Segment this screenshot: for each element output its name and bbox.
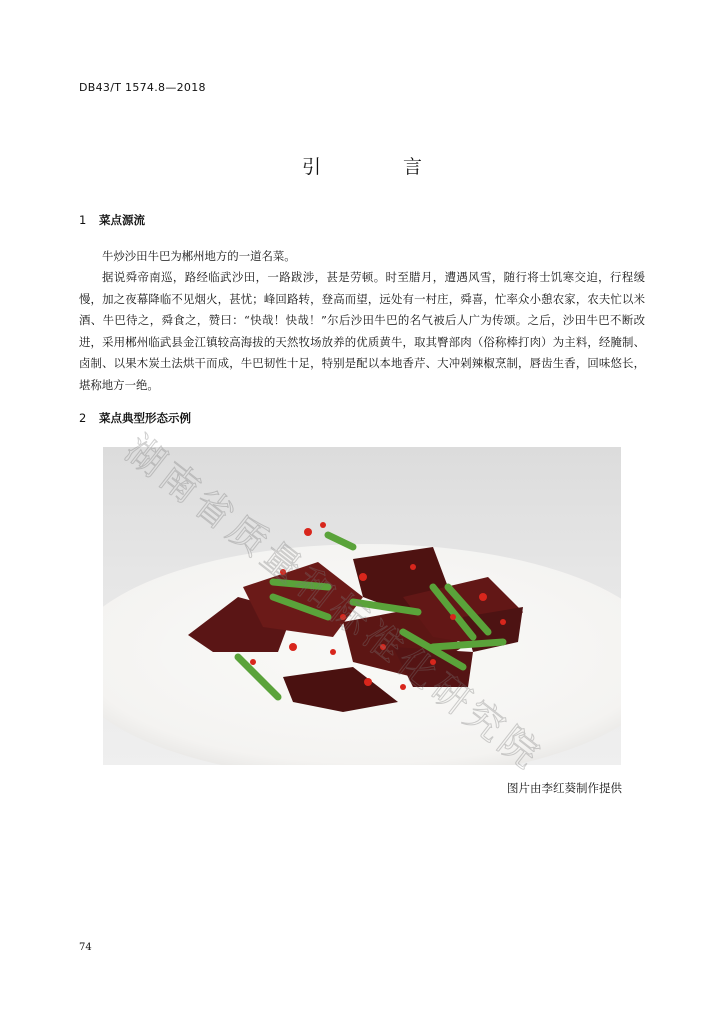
section-title: 菜点典型形态示例 xyxy=(99,411,191,425)
paragraph-legend: 据说舜帝南巡，路经临武沙田，一路跋涉，甚是劳顿。时至腊月，遭遇风雪，随行将士饥寒交迫，行程缓慢，加之夜幕降临不见烟火，甚忧；峰回路转，登高而望，远处有一村庄，舜喜，忙率众小憩农家，农夫忙以米酒、牛巴待之，舜食之，赞曰：“快哉！快哉！”尔后沙田牛巴的名气被后人广为传颂。之后，沙田牛巴不断改进，采用郴州临武县金江镇较高海拔的天然牧场放养的优质黄牛，取其臀部肉（俗称棒打肉）为主料，经腌制、卤制、以果木炭土法烘干而成，牛巴韧性十足，特别是配以本地香芹、大冲剁辣椒烹制，唇齿生香，回味悠长，堪称地方一绝。 xyxy=(79,270,645,392)
page-number: 74 xyxy=(79,942,92,953)
section-number: 1 xyxy=(79,213,87,227)
document-code: DB43/T 1574.8—2018 xyxy=(79,81,206,94)
dish-illustration xyxy=(103,447,621,765)
section-heading-2 xyxy=(79,410,191,426)
figure-caption: 图片由李红葵制作提供 xyxy=(507,781,622,795)
page-title: 引 言 xyxy=(301,156,461,178)
section-title: 菜点源流 xyxy=(99,213,145,227)
section-number: 2 xyxy=(79,411,87,425)
section-heading-1 xyxy=(79,212,145,228)
dish-photo xyxy=(103,447,621,765)
paragraph-intro: 牛炒沙田牛巴为郴州地方的一道名菜。 xyxy=(102,249,296,263)
